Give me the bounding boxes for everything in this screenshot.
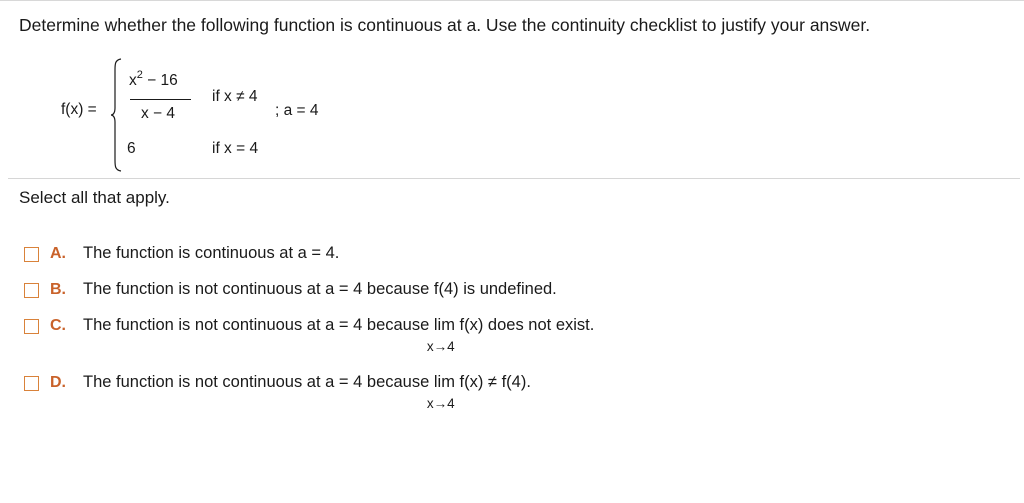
option-d-letter: D. (50, 374, 66, 391)
question-prompt: Determine whether the following function is continuous at a. Use the continuity checklist to justify your answer. (19, 15, 871, 35)
option-a-checkbox[interactable] (24, 247, 39, 262)
fraction-bar (130, 99, 191, 100)
limit-expression: lim x→4 (426, 373, 455, 411)
instruction-text: Select all that apply. (19, 188, 170, 207)
option-b-letter: B. (50, 281, 66, 298)
a-value: ; a = 4 (275, 102, 319, 119)
option-c-letter: C. (50, 317, 66, 334)
option-b-text: The function is not continuous at a = 4 because f(4) is undefined. (83, 280, 557, 298)
top-border (0, 0, 1024, 1)
case1-condition: if x ≠ 4 (212, 88, 258, 105)
option-a-text: The function is continuous at a = 4. (83, 244, 340, 262)
limit-expression: lim x→4 (426, 316, 455, 354)
left-brace (111, 58, 123, 172)
limit-subscript: x→4 (426, 339, 455, 354)
option-a-letter: A. (50, 245, 66, 262)
fraction-numerator: $x^2 - 16$ (129, 69, 178, 90)
option-c-checkbox[interactable] (24, 319, 39, 334)
section-divider (8, 178, 1020, 179)
option-d-text: The function is not continuous at a = 4 because lim x→4 f(x) ≠ f(4). (83, 373, 531, 411)
option-c-text: The function is not continuous at a = 4 because lim x→4 f(x) does not exist. (83, 316, 595, 354)
option-b-checkbox[interactable] (24, 283, 39, 298)
fraction-denominator: x − 4 (141, 105, 176, 122)
case2-condition: if x = 4 (212, 140, 259, 157)
limit-subscript: x→4 (426, 396, 455, 411)
function-label: f(x) = (61, 101, 97, 118)
option-d-checkbox[interactable] (24, 376, 39, 391)
case2-value: 6 (127, 140, 136, 157)
